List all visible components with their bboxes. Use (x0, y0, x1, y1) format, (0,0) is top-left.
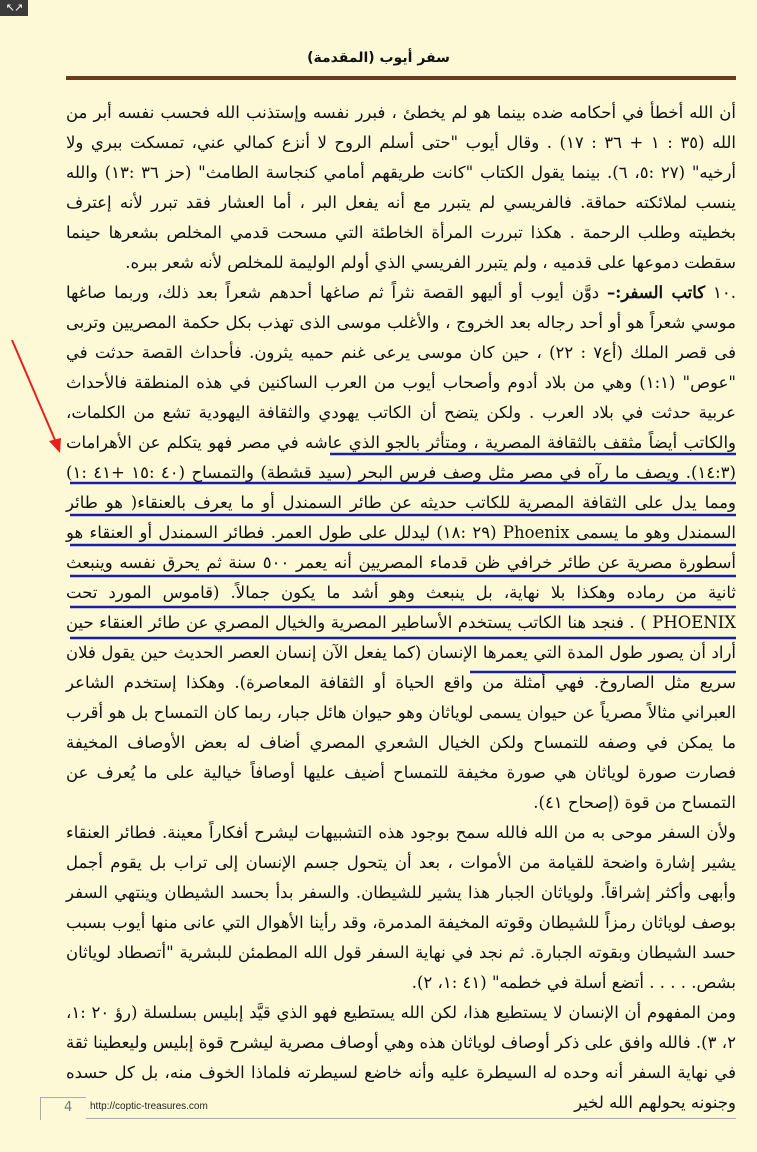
section-text: دوَّن أيوب أو أليهو القصة نثراً ثم صاغها أحدهم شعراً بعد ذلك، وربما صاغها موسي شعراً هو أو أحد رجاله بعد الخروج ، والأغلب موسى الذى تهذب بكل حكمة المصريين وتربى فى قصر الملك (أع٧ : ٢٢) ، حين كان موسى يرعى غنم حميه يثرون. فأحداث القصة حدثت في "عوص" (١:١) وهي من بلاد أدوم وأصحاب أيوب من العرب الساكنين في هذه المنطقة فالأحداث عربية حدثت في بلاد العرب . ولكن يتضح أن الكاتب يهودي والثقافة اليهودية تشع من الكلمات، والكاتب أيضاً مثقف بالثقافة المصرية ، ومتأثر بالجو الذي عاشه في مصر فهو يتكلم عن الأهرامات (١٤:٣). ويصف ما رآه في مصر مثل وصف فرس البحر (سيد قشطة) والتمساح (٤٠ :١٥ +٤١ :١) ومما يدل على الثقافة المصرية للكاتب حديثه عن طائر السمندل أو ما يعرف بالعنقاء( هو طائر السمندل وهو ما يسمى Phoenix (٢٩ :١٨) ليدلل على طول العمر. فطائر السمندل أو العنقاء هو أسطورة مصرية عن طائر خرافي ظن قدماء المصريين أنه يعمر ٥٠٠ سنة ثم يحرق نفسه وينبعث ثانية من رماده وهكذا بلا نهاية، بل ينبعث وهو أشد ما يكون جمالاً. (قاموس المورد تحت PHOENIX ) . فنجد هنا الكاتب يستخدم الأساطير المصرية والخيال المصري عن طائر العنقاء حين أراد أن يصور طول المدة التي يعمرها الإنسان (كما يفعل الآن إنسان العصر الحديث حين يقول فلان سريع مثل الصاروخ. فهي أمثلة من واقع الحياة أو الثقافة المعاصرة). وهكذا إستخدم الشاعر العبراني مثالاً مصرياً عن حيوان يسمى لوياثان وهو حيوان هائل جبار، ربما كان التمساح بل هو أقرب ما يمكن في وصفه للتمساح ولكن الخيال الشعري المصري أضاف له بعض الأوصاف المخيفة فصارت صورة لوياثان هي صورة مخيفة للتمساح أضيف عليها أوصافاً خيالية على ما يُعرف عن التمساح من قوة (إصحاح ٤١). (66, 283, 737, 812)
footer-rule (86, 1118, 736, 1119)
header-divider (66, 76, 736, 80)
section-label: كاتب السفر:– (607, 283, 706, 302)
page-title: سفر أيوب (المقدمة) (307, 50, 450, 66)
section-number: .١٠ (713, 283, 736, 302)
arrow-shaft (12, 340, 58, 447)
expand-arrows-icon[interactable]: ↖↗ (0, 0, 28, 16)
arrow-head (49, 438, 61, 453)
footer-corner (40, 1097, 86, 1120)
document-body (66, 98, 736, 1118)
section-10 (66, 278, 736, 818)
footer-url[interactable]: http://coptic-treasures.com (90, 1101, 208, 1112)
paragraph: ولأن السفر موحى به من الله فالله سمح بوجود هذه التشبيهات ليشرح أفكاراً معينة. فطائر العنقاء يشير إشارة واضحة للقيامة من الأموات ، بعد أن يتحول جسم الإنسان إلى تراب بل يقوم أجمل وأبهى وأكثر إشراقاً. ولوياثان الجبار هذا يشير للشيطان. والسفر بدأ بحسد الشيطان وينتهي السفر بوصف لوياثان رمزاً للشيطان وقوته المخيفة المدمرة، وقد رأينا الأهوال التي عانى منها أيوب بسبب حسد الشيطان وبقوته الجبارة. ثم نجد في نهاية السفر قول الله المطمئن للبشرية "أتصطاد لوياثان بشص. . . . . أتضع أسلة في خطمه" (٤١ :١، ٢). (66, 823, 736, 992)
paragraph: ومن المفهوم أن الإنسان لا يستطيع هذا، لكن الله يستطيع فهو الذي قيَّد إبليس بسلسلة (رؤ ٢٠ :١، ٢، ٣). فالله وافق على ذكر أوصاف لوياثان هذه وهي أوصاف مصرية ليشرح قوة إبليس وليعطينا ثقة في نهاية السفر أنه وحده له السيطرة عليه وأنه خاضع لسيطرته فلماذا الخوف منه، بل كل حسده وجنونه يحولهم الله لخير (66, 1003, 736, 1112)
page-number: 4 (64, 1100, 73, 1115)
red-arrow-annotation (12, 340, 61, 453)
paragraph: أن الله أخطأ في أحكامه ضده بينما هو لم يخطئ ، فبرر نفسه وإستذنب الله فحسب نفسه أبر من الله (٣٥ : ١ + ٣٦ : ١٧) . وقال أيوب "حتى أسلم الروح لا أنزع كمالي عني، تمسكت ببري ولا أرخيه" (٢٧ :٥، ٦). بينما يقول الكتاب "كانت طريقهم أمامي كنجاسة الطامث" (حز ٣٦ :١٣) والله ينسب لملائكته حماقة. فالفريسي لم يتبرر مع أنه يفعل البر ، أما العشار فقد تبرر لأنه إعترف بخطيته وطلب الرحمة . هكذا تبررت المرأة الخاطئة التي مسحت قدمي المخلص بشعرها حينما سقطت دموعها على قدميه ، ولم يتبرر الفريسي الذي أولم الوليمة للمخلص لأنه شعر ببره. (66, 103, 737, 272)
